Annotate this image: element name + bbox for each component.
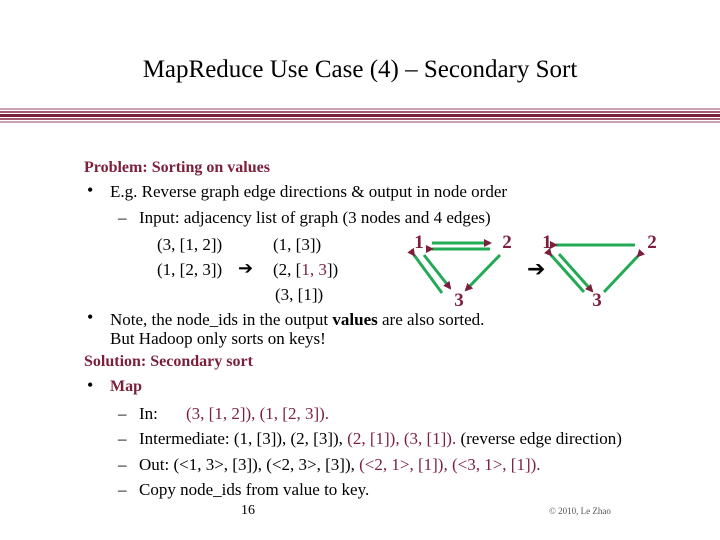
bullet-example: E.g. Reverse graph edge directions & output in node order [110,182,508,201]
bullet-dot-2: • [87,307,94,327]
graph-after-node-3: 3 [592,290,602,311]
title-rule [0,108,720,128]
output-row-2: (2, [1, 3]) [273,260,339,279]
dash-out: – [118,455,127,474]
input-label: Input: adjacency list of graph (3 nodes and 4 edges) [139,208,491,227]
dash-in: – [118,404,127,423]
input-row-1: (3, [1, 2]) [157,235,223,254]
bullet-dot: • [87,180,94,200]
solution-heading: Solution: Secondary sort [84,353,253,370]
output-row-1: (1, [3]) [273,235,322,254]
graph-before-node-1: 1 [414,232,424,253]
arrow-right-icon: ➔ [238,258,254,278]
graph-after-node-1: 1 [542,232,552,253]
note-line-2: But Hadoop only sorts on keys! [110,329,326,348]
dash-inter: – [118,429,127,448]
dash-copy: – [118,480,127,499]
intermediate-line: Intermediate: (1, [3]), (2, [3]), (2, [1]), (3, [1]). (reverse edge direction) [139,429,622,448]
arrow-right-icon-2: ➔ [527,257,546,282]
graph-before-node-3: 3 [454,290,464,311]
bullet-dot-3: • [87,375,94,395]
graph-after [542,232,657,311]
problem-heading: Problem: Sorting on values [84,159,270,176]
map-label: Map [110,378,142,395]
page-number: 16 [241,503,255,518]
slide-title: MapReduce Use Case (4) – Secondary Sort [142,56,578,83]
dash-input: – [118,208,127,227]
graph-after-node-2: 2 [647,232,657,253]
in-label: In: [139,404,158,423]
copy-line: Copy node_ids from value to key. [139,480,370,499]
in-value: (3, [1, 2]), (1, [2, 3]). [186,404,330,423]
note-line-1: Note, the node_ids in the output values are also sorted. [110,310,485,329]
out-line: Out: (<1, 3>, [3]), (<2, 3>, [3]), (<2, 1>, [1]), (<3, 1>, [1]). [139,455,541,474]
graph-before-node-2: 2 [502,232,512,253]
output-row-3: (3, [1]) [275,285,324,304]
copyright: © 2010, Le Zhao [549,506,611,516]
input-row-2: (1, [2, 3]) [157,260,223,279]
graph-before [414,232,512,311]
